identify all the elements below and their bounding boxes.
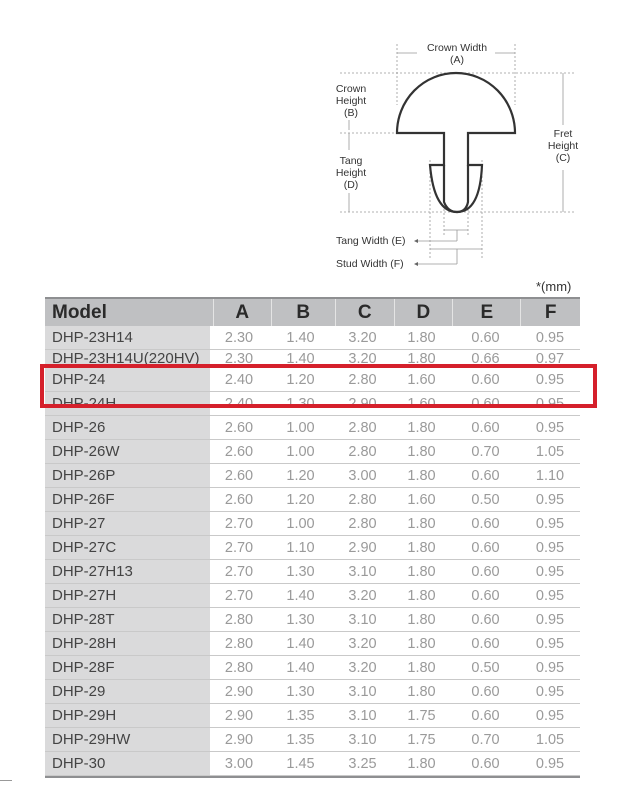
crown-height-line-1: Crown (335, 83, 367, 95)
value-cell-a: 2.30 (210, 351, 268, 367)
value-cell-a: 2.70 (210, 512, 268, 535)
value-cell-a: 2.70 (210, 536, 268, 559)
value-cell-f: 0.95 (520, 392, 580, 415)
value-cell-b: 1.20 (268, 464, 333, 487)
header-model: Model (52, 301, 107, 323)
value-cell-f: 0.95 (520, 560, 580, 583)
value-cell-b: 1.00 (268, 512, 333, 535)
value-cell-d: 1.80 (392, 680, 451, 703)
table-row (45, 512, 580, 536)
value-cell-e: 0.60 (451, 416, 520, 439)
table-row (45, 656, 580, 680)
highlight-box (40, 364, 597, 408)
value-cell-c: 2.80 (333, 416, 392, 439)
value-cell-b: 1.20 (268, 368, 333, 391)
table-row (45, 608, 580, 632)
value-cell-e: 0.70 (451, 728, 520, 751)
model-cell: DHP-28H (45, 632, 210, 655)
header-f: F (520, 299, 580, 326)
value-cell-c: 2.90 (333, 392, 392, 415)
value-cell-f: 0.95 (520, 584, 580, 607)
table-row (45, 680, 580, 704)
value-cell-b: 1.40 (268, 351, 333, 367)
value-cell-a: 2.80 (210, 656, 268, 679)
value-cell-d: 1.80 (392, 512, 451, 535)
value-cell-d: 1.60 (392, 392, 451, 415)
value-cell-b: 1.20 (268, 488, 333, 511)
tang-width-label: Tang Width (E) (336, 235, 406, 247)
value-cell-f: 0.95 (520, 416, 580, 439)
value-cell-b: 1.10 (268, 536, 333, 559)
value-cell-c: 3.20 (333, 326, 392, 349)
value-cell-e: 0.50 (451, 488, 520, 511)
table-row (45, 464, 580, 488)
value-cell-a: 3.00 (210, 752, 268, 775)
value-cell-d: 1.80 (392, 326, 451, 349)
value-cell-f: 0.95 (520, 632, 580, 655)
value-cell-a: 2.40 (210, 368, 268, 391)
tang-height-line-1: Tang (339, 155, 363, 167)
model-cell: DHP-28T (45, 608, 210, 631)
value-cell-e: 0.60 (451, 464, 520, 487)
value-cell-e: 0.60 (451, 512, 520, 535)
value-cell-d: 1.60 (392, 368, 451, 391)
value-cell-f: 0.95 (520, 512, 580, 535)
value-cell-f: 0.95 (520, 752, 580, 775)
model-cell: DHP-26 (45, 416, 210, 439)
header-b: B (271, 299, 335, 326)
fret-diagram (320, 30, 590, 280)
crown-height-label (328, 83, 374, 119)
model-cell: DHP-29 (45, 680, 210, 703)
value-cell-a: 2.90 (210, 680, 268, 703)
value-cell-c: 3.10 (333, 608, 392, 631)
value-cell-c: 3.10 (333, 728, 392, 751)
value-cell-b: 1.40 (268, 326, 333, 349)
unit-note: *(mm) (536, 279, 572, 294)
tang-height-line-2: Height (335, 167, 367, 179)
value-cell-c: 3.25 (333, 752, 392, 775)
value-cell-f: 0.95 (520, 368, 580, 391)
value-cell-b: 1.00 (268, 416, 333, 439)
table-row (45, 704, 580, 728)
model-cell: DHP-28F (45, 656, 210, 679)
value-cell-d: 1.60 (392, 488, 451, 511)
value-cell-a: 2.60 (210, 464, 268, 487)
value-cell-b: 1.00 (268, 440, 333, 463)
model-cell: DHP-27C (45, 536, 210, 559)
table-row (45, 416, 580, 440)
value-cell-a: 2.90 (210, 728, 268, 751)
model-cell: DHP-27 (45, 512, 210, 535)
crown-height-line-2: Height (335, 95, 367, 107)
value-cell-d: 1.80 (392, 536, 451, 559)
value-cell-c: 2.80 (333, 440, 392, 463)
value-cell-a: 2.70 (210, 584, 268, 607)
table-row (45, 536, 580, 560)
value-cell-c: 3.20 (333, 632, 392, 655)
value-cell-a: 2.60 (210, 440, 268, 463)
tang-height-label (328, 155, 374, 191)
value-cell-d: 1.80 (392, 656, 451, 679)
value-cell-e: 0.60 (451, 584, 520, 607)
value-cell-b: 1.40 (268, 656, 333, 679)
model-cell: DHP-29HW (45, 728, 210, 751)
model-cell: DHP-24H (45, 392, 210, 415)
value-cell-e: 0.66 (451, 351, 520, 367)
value-cell-b: 1.35 (268, 704, 333, 727)
table-row (45, 752, 580, 776)
value-cell-b: 1.45 (268, 752, 333, 775)
value-cell-d: 1.80 (392, 440, 451, 463)
fret-height-line-2: Height (547, 140, 579, 152)
value-cell-c: 3.20 (333, 351, 392, 367)
value-cell-e: 0.60 (451, 368, 520, 391)
model-cell: DHP-23H14 (45, 326, 210, 349)
value-cell-f: 0.95 (520, 608, 580, 631)
model-cell: DHP-27H (45, 584, 210, 607)
table-row (45, 488, 580, 512)
value-cell-e: 0.60 (451, 392, 520, 415)
model-cell: DHP-29H (45, 704, 210, 727)
value-cell-d: 1.80 (392, 608, 451, 631)
value-cell-b: 1.40 (268, 584, 333, 607)
value-cell-f: 0.95 (520, 704, 580, 727)
value-cell-f: 1.05 (520, 440, 580, 463)
value-cell-e: 0.60 (451, 536, 520, 559)
value-cell-e: 0.60 (451, 752, 520, 775)
value-cell-a: 2.90 (210, 704, 268, 727)
table-row (45, 584, 580, 608)
fret-height-line-1: Fret (553, 128, 573, 140)
tang-height-line-3: (D) (343, 179, 359, 191)
value-cell-a: 2.70 (210, 560, 268, 583)
value-cell-d: 1.80 (392, 416, 451, 439)
value-cell-d: 1.80 (392, 560, 451, 583)
model-cell: DHP-30 (45, 752, 210, 775)
model-cell: DHP-23H14U(220HV) (45, 350, 210, 367)
value-cell-c: 3.00 (333, 464, 392, 487)
value-cell-e: 0.60 (451, 326, 520, 349)
value-cell-e: 0.60 (451, 680, 520, 703)
value-cell-d: 1.80 (392, 464, 451, 487)
value-cell-e: 0.70 (451, 440, 520, 463)
value-cell-e: 0.60 (451, 704, 520, 727)
edge-line (0, 780, 12, 781)
value-cell-f: 1.10 (520, 464, 580, 487)
value-cell-c: 3.10 (333, 704, 392, 727)
value-cell-a: 2.60 (210, 416, 268, 439)
value-cell-f: 0.95 (520, 488, 580, 511)
value-cell-d: 1.80 (392, 632, 451, 655)
model-cell: DHP-26P (45, 464, 210, 487)
model-cell: DHP-26W (45, 440, 210, 463)
value-cell-d: 1.75 (392, 728, 451, 751)
crown-width-code: (A) (450, 54, 464, 66)
value-cell-c: 2.90 (333, 536, 392, 559)
value-cell-f: 0.97 (520, 351, 580, 367)
value-cell-c: 2.80 (333, 512, 392, 535)
table-bottom-border (45, 776, 580, 778)
value-cell-d: 1.80 (392, 752, 451, 775)
value-cell-c: 3.20 (333, 584, 392, 607)
value-cell-c: 3.10 (333, 560, 392, 583)
value-cell-e: 0.60 (451, 560, 520, 583)
crown-width-label (420, 42, 494, 66)
value-cell-f: 1.05 (520, 728, 580, 751)
fret-height-label (542, 128, 584, 164)
fret-height-line-3: (C) (555, 152, 571, 164)
model-cell: DHP-27H13 (45, 560, 210, 583)
value-cell-e: 0.60 (451, 608, 520, 631)
value-cell-d: 1.75 (392, 704, 451, 727)
header-e: E (452, 299, 520, 326)
crown-height-line-3: (B) (344, 107, 358, 119)
header-c: C (335, 299, 394, 326)
value-cell-a: 2.80 (210, 632, 268, 655)
value-cell-f: 0.95 (520, 656, 580, 679)
value-cell-a: 2.60 (210, 488, 268, 511)
crown-width-text: Crown Width (426, 42, 488, 54)
table-header (45, 297, 580, 326)
value-cell-c: 2.80 (333, 488, 392, 511)
header-a: A (213, 299, 271, 326)
table-row (45, 326, 580, 350)
value-cell-c: 3.20 (333, 656, 392, 679)
header-d: D (394, 299, 453, 326)
value-cell-b: 1.30 (268, 608, 333, 631)
table-row (45, 560, 580, 584)
value-cell-a: 2.40 (210, 392, 268, 415)
value-cell-d: 1.80 (392, 584, 451, 607)
value-cell-f: 0.95 (520, 536, 580, 559)
value-cell-e: 0.50 (451, 656, 520, 679)
value-cell-b: 1.40 (268, 632, 333, 655)
table-row (45, 728, 580, 752)
value-cell-a: 2.30 (210, 326, 268, 349)
value-cell-e: 0.60 (451, 632, 520, 655)
value-cell-c: 3.10 (333, 680, 392, 703)
value-cell-a: 2.80 (210, 608, 268, 631)
table-row (45, 440, 580, 464)
value-cell-b: 1.30 (268, 680, 333, 703)
stud-width-label: Stud Width (F) (336, 258, 404, 270)
value-cell-f: 0.95 (520, 680, 580, 703)
model-cell: DHP-26F (45, 488, 210, 511)
value-cell-b: 1.30 (268, 392, 333, 415)
model-cell: DHP-24 (45, 368, 210, 391)
table-row (45, 632, 580, 656)
value-cell-b: 1.30 (268, 560, 333, 583)
value-cell-d: 1.80 (392, 351, 451, 367)
value-cell-c: 2.80 (333, 368, 392, 391)
value-cell-b: 1.35 (268, 728, 333, 751)
value-cell-f: 0.95 (520, 326, 580, 349)
